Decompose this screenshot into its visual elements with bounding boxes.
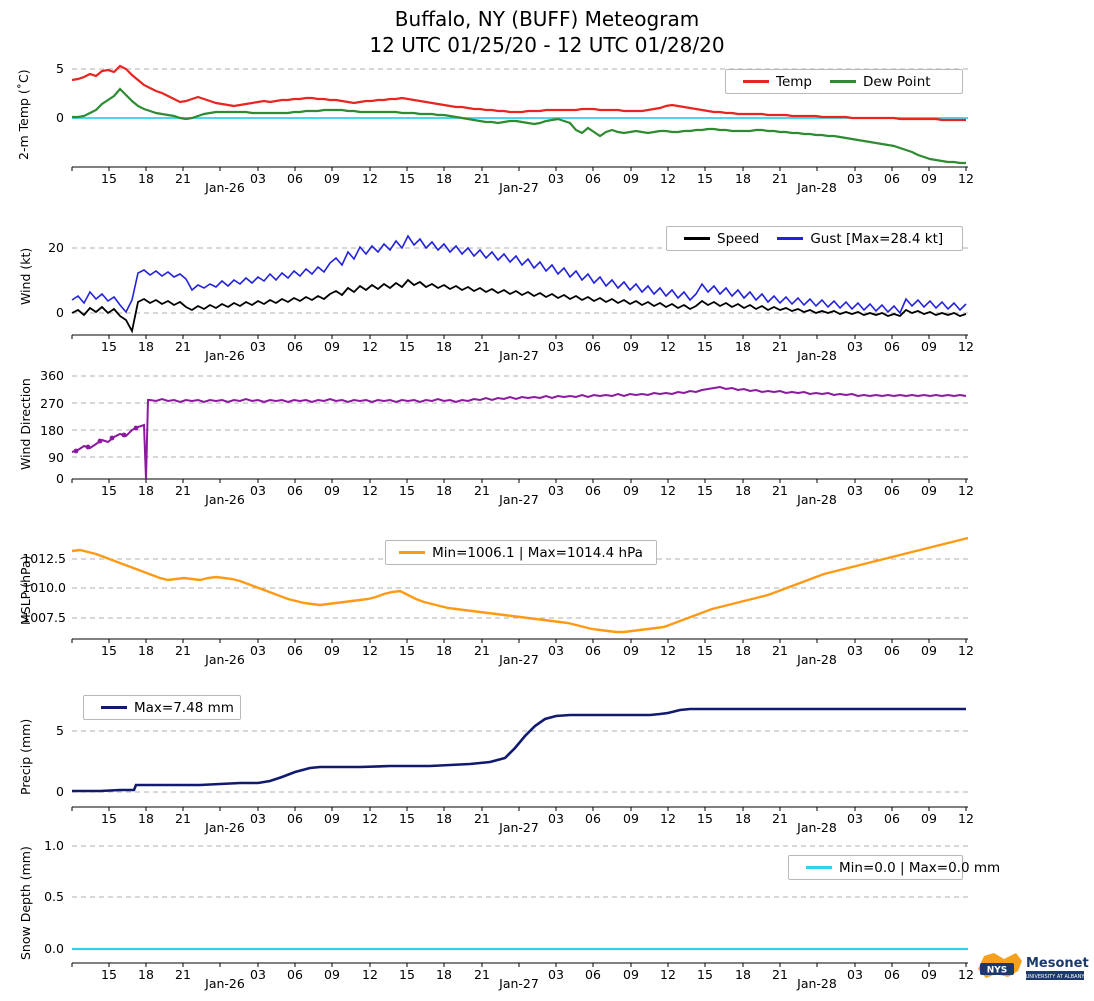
winddir-xtick-0: 15 [101, 483, 117, 498]
mslp-xtick-8: 18 [436, 643, 452, 658]
temperature-xtick-17: 03 [847, 171, 863, 186]
wind-xday-1: Jan-27 [499, 348, 539, 363]
wind-xtick-7: 15 [399, 339, 415, 354]
wind-xtick-6: 12 [362, 339, 378, 354]
snow-xtick-14: 15 [697, 967, 713, 982]
precip-xtick-20: 12 [958, 811, 974, 826]
precip-xtick-2: 21 [175, 811, 191, 826]
wind-xtick-18: 06 [884, 339, 900, 354]
wind-xtick-4: 06 [287, 339, 303, 354]
mslp-xtick-6: 12 [362, 643, 378, 658]
mslp-ytick-1007: 1007.5 [22, 610, 66, 625]
wind-xtick-15: 18 [735, 339, 751, 354]
winddir-xtick-15: 18 [735, 483, 751, 498]
legend-label-snow: Min=0.0 | Max=0.0 mm [839, 859, 1001, 876]
snow-xtick-8: 18 [436, 967, 452, 982]
wind-xtick-10: 03 [548, 339, 564, 354]
snow-xtick-11: 06 [585, 967, 601, 982]
title-line-2: 12 UTC 01/25/20 - 12 UTC 01/28/20 [369, 33, 725, 57]
snow-xtick-3: 03 [250, 967, 266, 982]
winddir-ytick-90: 90 [48, 450, 64, 465]
precip-xtick-14: 15 [697, 811, 713, 826]
wind-xday-2: Jan-28 [797, 348, 837, 363]
wind-ytick-0: 0 [56, 305, 64, 320]
wind-xtick-9: 21 [474, 339, 490, 354]
wind-xtick-2: 21 [175, 339, 191, 354]
winddir-xday-0: Jan-26 [205, 492, 245, 507]
snow-line-icon [806, 866, 832, 869]
snow-xtick-4: 06 [287, 967, 303, 982]
mslp-xtick-4: 06 [287, 643, 303, 658]
winddir-ytick-270: 270 [40, 396, 64, 411]
precip-xtick-13: 12 [660, 811, 676, 826]
winddir-xtick-16: 21 [772, 483, 788, 498]
winddir-ytick-180: 180 [40, 423, 64, 438]
wind-ytick-20: 20 [48, 240, 64, 255]
title-line-1: Buffalo, NY (BUFF) Meteogram [394, 7, 700, 31]
wind-xtick-16: 21 [772, 339, 788, 354]
precip-xtick-15: 18 [735, 811, 751, 826]
precip-xtick-9: 21 [474, 811, 490, 826]
mslp-xtick-13: 12 [660, 643, 676, 658]
snow-xday-1: Jan-27 [499, 976, 539, 991]
mslp-xtick-16: 21 [772, 643, 788, 658]
wind-xtick-12: 09 [623, 339, 639, 354]
winddir-xtick-20: 12 [958, 483, 974, 498]
temperature-xtick-19: 09 [921, 171, 937, 186]
winddir-xtick-2: 21 [175, 483, 191, 498]
wind-xtick-13: 12 [660, 339, 676, 354]
snow-depth-legend [788, 855, 1001, 880]
snow-xtick-10: 03 [548, 967, 564, 982]
temperature-xtick-16: 21 [772, 171, 788, 186]
precip-xtick-17: 03 [847, 811, 863, 826]
wind-xtick-8: 18 [436, 339, 452, 354]
temperature-xtick-15: 18 [735, 171, 751, 186]
wind-xday-0: Jan-26 [205, 348, 245, 363]
nys-mesonet-logo [974, 947, 1089, 993]
snow-xtick-17: 03 [847, 967, 863, 982]
mslp-xtick-1: 18 [138, 643, 154, 658]
mslp-xtick-0: 15 [101, 643, 117, 658]
mslp-xday-0: Jan-26 [205, 652, 245, 667]
temperature-xtick-9: 21 [474, 171, 490, 186]
temperature-xtick-6: 12 [362, 171, 378, 186]
precip-xtick-18: 06 [884, 811, 900, 826]
temperature-xtick-13: 12 [660, 171, 676, 186]
winddir-xtick-19: 09 [921, 483, 937, 498]
wind-xtick-0: 15 [101, 339, 117, 354]
legend-label-dewpoint: Dew Point [862, 73, 931, 90]
temperature-ylabel: 2-m Temp (˚C) [16, 69, 31, 160]
temperature-xtick-3: 03 [250, 171, 266, 186]
wind-xtick-19: 09 [921, 339, 937, 354]
legend-label-mslp: Min=1006.1 | Max=1014.4 hPa [432, 544, 643, 561]
snow-xtick-13: 12 [660, 967, 676, 982]
mslp-xtick-11: 06 [585, 643, 601, 658]
snow-xtick-5: 09 [324, 967, 340, 982]
mslp-xtick-10: 03 [548, 643, 564, 658]
wind-xtick-5: 09 [324, 339, 340, 354]
winddir-xtick-10: 03 [548, 483, 564, 498]
precip-xtick-16: 21 [772, 811, 788, 826]
mslp-ylabel: MSLP (hPa) [18, 555, 33, 625]
wind-xtick-17: 03 [847, 339, 863, 354]
snow-xtick-12: 09 [623, 967, 639, 982]
precip-xtick-11: 06 [585, 811, 601, 826]
wind-xtick-14: 15 [697, 339, 713, 354]
precip-xtick-7: 15 [399, 811, 415, 826]
winddir-xtick-6: 12 [362, 483, 378, 498]
temperature-xtick-7: 15 [399, 171, 415, 186]
snow-xtick-16: 21 [772, 967, 788, 982]
precip-ylabel: Precip (mm) [18, 718, 33, 795]
winddir-xtick-12: 09 [623, 483, 639, 498]
snow-xtick-19: 09 [921, 967, 937, 982]
temperature-xday-1: Jan-27 [499, 180, 539, 195]
winddir-ytick-360: 360 [40, 368, 64, 383]
mslp-xtick-15: 18 [735, 643, 751, 658]
winddir-ytick-0: 0 [56, 471, 64, 486]
svg-text:NYS: NYS [986, 965, 1008, 976]
precip-ytick-5: 5 [56, 723, 64, 738]
wind-xtick-3: 03 [250, 339, 266, 354]
mslp-xday-2: Jan-28 [797, 652, 837, 667]
precip-xtick-5: 09 [324, 811, 340, 826]
snow-depth-ylabel: Snow Depth (mm) [18, 846, 33, 960]
temperature-ytick-5: 5 [56, 61, 64, 76]
precip-xtick-1: 18 [138, 811, 154, 826]
precip-xtick-19: 09 [921, 811, 937, 826]
precip-xday-2: Jan-28 [797, 820, 837, 835]
precip-xtick-3: 03 [250, 811, 266, 826]
precip-xtick-8: 18 [436, 811, 452, 826]
svg-text:Mesonet: Mesonet [1026, 956, 1089, 971]
precip-xtick-10: 03 [548, 811, 564, 826]
snow-xtick-18: 06 [884, 967, 900, 982]
mslp-xtick-12: 09 [623, 643, 639, 658]
temperature-xtick-18: 06 [884, 171, 900, 186]
precip-xtick-6: 12 [362, 811, 378, 826]
temperature-xtick-0: 15 [101, 171, 117, 186]
winddir-xtick-14: 15 [697, 483, 713, 498]
winddir-xday-2: Jan-28 [797, 492, 837, 507]
snow-xday-0: Jan-26 [205, 976, 245, 991]
temperature-xtick-12: 09 [623, 171, 639, 186]
temperature-xtick-8: 18 [436, 171, 452, 186]
winddir-xtick-4: 06 [287, 483, 303, 498]
wind-direction-ylabel: Wind Direction [18, 378, 33, 470]
mslp-xtick-14: 15 [697, 643, 713, 658]
winddir-xtick-1: 18 [138, 483, 154, 498]
precip-xday-0: Jan-26 [205, 820, 245, 835]
legend-item-snow [806, 860, 1000, 876]
temperature-xday-2: Jan-28 [797, 180, 837, 195]
winddir-xtick-13: 12 [660, 483, 676, 498]
legend-label-temp: Temp [776, 73, 812, 90]
temperature-xtick-2: 21 [175, 171, 191, 186]
temperature-ytick-0: 0 [56, 110, 64, 125]
winddir-xday-1: Jan-27 [499, 492, 539, 507]
snow-xtick-15: 18 [735, 967, 751, 982]
mslp-ytick-1012: 1012.5 [22, 551, 66, 566]
snow-xtick-2: 21 [175, 967, 191, 982]
mslp-xday-1: Jan-27 [499, 652, 539, 667]
temperature-xtick-11: 06 [585, 171, 601, 186]
mslp-ytick-1010: 1010.0 [22, 580, 66, 595]
snow-xtick-6: 12 [362, 967, 378, 982]
winddir-xtick-17: 03 [847, 483, 863, 498]
snow-xtick-7: 15 [399, 967, 415, 982]
precip-xtick-4: 06 [287, 811, 303, 826]
snow-ytick-1: 1.0 [44, 838, 64, 853]
winddir-xtick-8: 18 [436, 483, 452, 498]
snow-xtick-0: 15 [101, 967, 117, 982]
mslp-xtick-2: 21 [175, 643, 191, 658]
precip-xtick-12: 09 [623, 811, 639, 826]
winddir-xtick-3: 03 [250, 483, 266, 498]
precip-xday-1: Jan-27 [499, 820, 539, 835]
temperature-xtick-20: 12 [958, 171, 974, 186]
mslp-xtick-19: 09 [921, 643, 937, 658]
temperature-xtick-14: 15 [697, 171, 713, 186]
snow-xtick-1: 18 [138, 967, 154, 982]
mslp-xtick-7: 15 [399, 643, 415, 658]
temperature-xday-0: Jan-26 [205, 180, 245, 195]
wind-xtick-20: 12 [958, 339, 974, 354]
legend-label-precip: Max=7.48 mm [134, 699, 234, 716]
snow-xtick-20: 12 [958, 967, 974, 982]
snow-ytick-0: 0.0 [44, 941, 64, 956]
mslp-xtick-17: 03 [847, 643, 863, 658]
wind-xtick-1: 18 [138, 339, 154, 354]
precip-xtick-0: 15 [101, 811, 117, 826]
snow-xday-2: Jan-28 [797, 976, 837, 991]
winddir-xtick-9: 21 [474, 483, 490, 498]
wind-ylabel: Wind (kt) [18, 247, 33, 305]
mslp-xtick-18: 06 [884, 643, 900, 658]
winddir-xtick-5: 09 [324, 483, 340, 498]
mslp-xtick-9: 21 [474, 643, 490, 658]
temperature-xtick-1: 18 [138, 171, 154, 186]
temperature-xtick-10: 03 [548, 171, 564, 186]
legend-label-speed: Speed [717, 230, 760, 247]
mslp-xtick-3: 03 [250, 643, 266, 658]
legend-label-gust: Gust [Max=28.4 kt] [810, 230, 944, 247]
temperature-xtick-4: 06 [287, 171, 303, 186]
mslp-xtick-20: 12 [958, 643, 974, 658]
snow-xtick-9: 21 [474, 967, 490, 982]
precip-ytick-0: 0 [56, 784, 64, 799]
mslp-xtick-5: 09 [324, 643, 340, 658]
winddir-xtick-11: 06 [585, 483, 601, 498]
svg-text:UNIVERSITY AT ALBANY: UNIVERSITY AT ALBANY [1025, 974, 1085, 980]
logo-graphic [974, 947, 1089, 993]
winddir-xtick-18: 06 [884, 483, 900, 498]
winddir-xtick-7: 15 [399, 483, 415, 498]
wind-xtick-11: 06 [585, 339, 601, 354]
temperature-xtick-5: 09 [324, 171, 340, 186]
snow-ytick-05: 0.5 [44, 889, 64, 904]
